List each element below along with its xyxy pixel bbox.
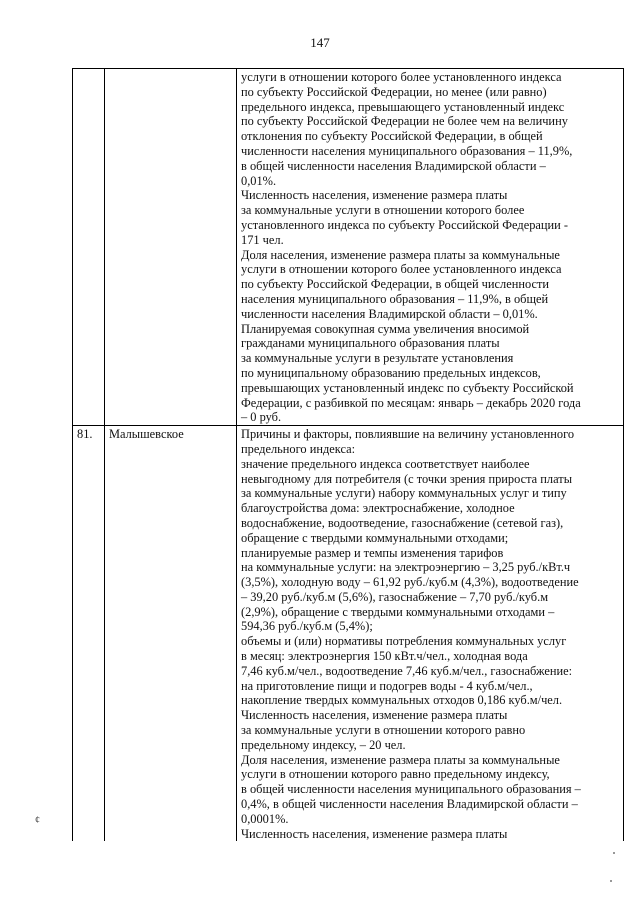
description-cell: Причины и факторы, повлиявшие на величину установленного предельного индекса: значение предельного индекса соответствует наиболее невыгодному для потребителя (с точки зрения прироста платы за коммунальные услуги) набору коммунальных услуг и типу благоустройства дома: электроснабжение, холодное водоснабжение, водоотведение, газоснабжение (сетевой газ), обращение с твердыми коммунальными отходами; планируемые размер и темпы изменения тарифов на коммунальные услуги: на электроэнергию – 3,25 руб./кВт.ч (3,5%), холодную воду – 61,92 руб./куб.м (4,3%), водоотведение – 39,20 руб./куб.м (5,6%), газоснабжение – 7,70 руб./куб.м (2,9%), обращение с твердыми коммунальными отходами – 594,36 руб./куб.м (5,4%); объемы и (или) нормативы потребления коммунальных услуг в месяц: электроэнергия 150 кВт.ч/чел., холодная вода 7,46 куб.м/чел., водоотведение 7,46 куб.м/чел., газоснабжение: на приготовление пищи и подогрев воды - 4 куб.м/чел., накопление твердых коммунальных отходов 0,186 куб.м/чел. Численность населения, изменение размера платы за коммунальные услуги в отношении которого равно предельному индексу, – 20 чел. Доля населения, изменение размера платы за коммунальные услуги в отношении которого равно предельному индексу, в общей численности населения муниципального образования – 0,4%, в общей численности населения Владимирской области – 0,0001%. Численность населения, изменение размера платы [237, 426, 624, 842]
scan-speck [610, 880, 612, 882]
scan-speck [613, 852, 615, 854]
description-cell: услуги в отношении которого более установленного индекса по субъекту Российской Федерации, но менее (или равно) предельного индекса, превышающего установленный индекс по субъекту Российской Федерации не более чем на величину отклонения по субъекту Российской Федерации, в общей численности населения муниципального образования – 11,9%, в общей численности населения Владимирской области – 0,01%. Численность населения, изменение размера платы за коммунальные услуги в отношении которого более установленного индекса по субъекту Российской Федерации - 171 чел. Доля населения, изменение размера платы за коммунальные услуги в отношении которого более установленного индекса по субъекту Российской Федерации, в общей численности населения муниципального образования – 11,9%, в общей численности населения Владимирской области – 0,01%. Планируемая совокупная сумма увеличения вносимой гражданами муниципального образования платы за коммунальные услуги в результате установления по муниципальному образованию предельных индексов, превышающих установленный индекс по субъекту Российской Федерации, с разбивкой по месяцам: январь – декабрь 2020 года – 0 руб. [237, 69, 624, 426]
row-number-cell: 81. [73, 426, 105, 842]
municipality-cell: Малышевское [105, 426, 237, 842]
page-number: 147 [310, 35, 330, 50]
table-row [73, 69, 624, 426]
table-row [73, 426, 624, 842]
indices-table [72, 68, 624, 841]
municipality-cell [105, 69, 237, 426]
row-number-cell [73, 69, 105, 426]
scan-artifact-mark: ¢ [35, 815, 40, 826]
